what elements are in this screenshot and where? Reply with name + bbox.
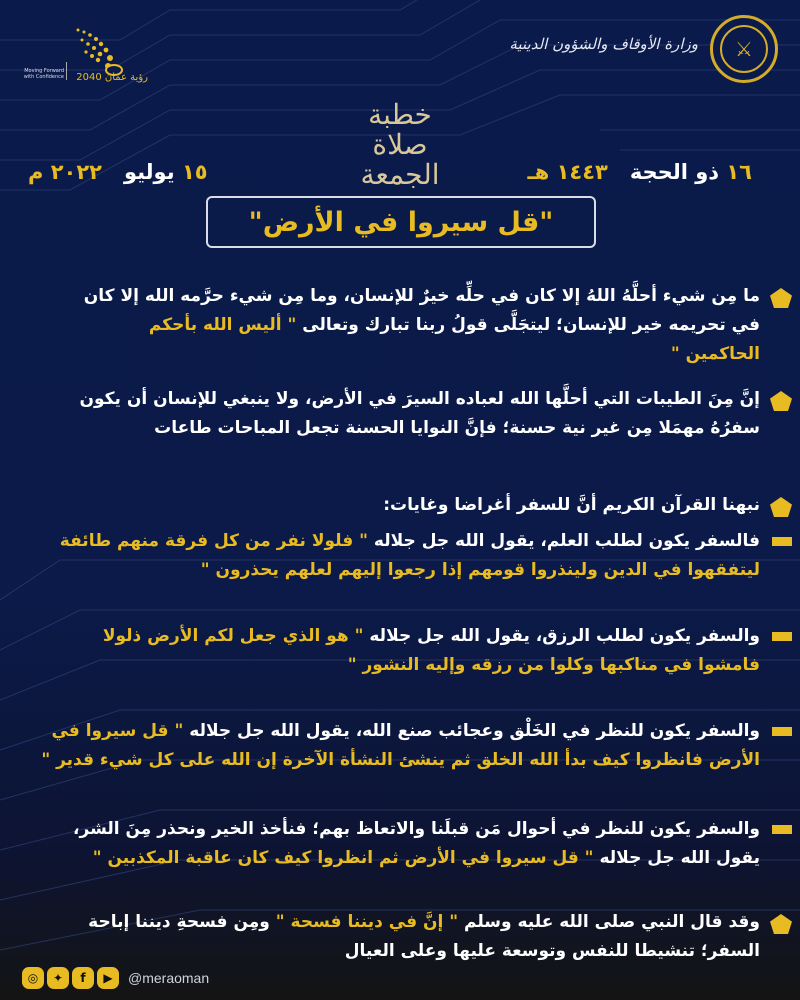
hijri-year: ١٤٤٣ — [556, 160, 608, 184]
bar-bullet-icon — [772, 632, 792, 641]
ministry-name: وزارة الأوقاف والشؤون الدينية — [509, 35, 698, 53]
greg-month: يوليو — [123, 160, 175, 184]
paragraph-1 — [70, 282, 760, 369]
sub-point-livelihood — [38, 622, 760, 680]
quran-quote: " قل سيروا في الأرض فانظروا كيف بدأ الله الخلق ثم ينشئ النشأة الآخرة إن الله على كل شيء قدير " — [41, 721, 760, 770]
paragraph-text: ومِن فسحةِ ديننا إباحة السفر؛ تنشيطا للنفس وتوسعة عليها وعلى العيال — [88, 912, 760, 961]
paragraph-2 — [70, 385, 760, 443]
paragraph-text: إنَّ مِنَ الطيبات التي أحلَّها الله لعباده السيرَ في الأرض، ولا ينبغي للإنسان أن يكون سفرُهُ مهمَلا مِن غير نية حسنة؛ فإنَّ النوايا الحسنة تجعل المباحات طاعات — [79, 389, 760, 438]
instagram-icon[interactable]: ◎ — [22, 967, 44, 989]
facebook-icon[interactable]: f — [72, 967, 94, 989]
oman-vision-2040-logo — [18, 20, 148, 90]
quran-quote: " هو الذي جعل لكم الأرض ذلولا فامشوا في مناكبها وكلوا من رزقه وإليه النشور " — [102, 626, 760, 675]
calligraphy-line: صلاة — [372, 128, 428, 161]
sub-point-text: فالسفر يكون لطلب العلم، يقول الله جل جلاله — [368, 531, 760, 551]
sub-point-lessons — [38, 815, 760, 873]
bar-bullet-icon — [772, 727, 792, 736]
quran-quote: " قل سيروا في الأرض ثم انظروا كيف كان عاقبة المكذبين " — [92, 848, 594, 868]
bar-bullet-icon — [772, 537, 792, 546]
greg-day: ١٥ — [181, 160, 208, 184]
hijri-month: ذو الحجة — [629, 160, 720, 184]
svg-text:with Confidence: with Confidence — [23, 74, 64, 80]
gregorian-date — [28, 160, 208, 184]
paragraph-text: وقد قال النبي صلى الله عليه وسلم — [458, 912, 760, 932]
quran-quote: " فلولا نفر من كل فرقة منهم طائفة ليتفقهوا في الدين ولينذروا قومهم إذا رجعوا إليهم لعلهم يحذرون " — [59, 531, 760, 580]
sub-point-text: والسفر يكون لطلب الرزق، يقول الله جل جلاله — [363, 626, 760, 646]
calligraphy-line: الجمعة — [360, 158, 440, 191]
twitter-icon[interactable]: ✦ — [47, 967, 69, 989]
svg-text:Moving Forward: Moving Forward — [24, 68, 64, 74]
calligraphy-line: خطبة — [368, 98, 432, 131]
svg-text:رؤية عمان 2040: رؤية عمان 2040 — [76, 72, 148, 83]
friday-sermon-calligraphy — [320, 100, 480, 190]
hadith-quote: " إنَّ في ديننا فسحة " — [275, 912, 459, 932]
paragraph-4 — [70, 908, 760, 966]
bar-bullet-icon — [772, 825, 792, 834]
ministry-emblem-logo — [710, 15, 778, 83]
sub-point-text: والسفر يكون للنظر في أحوال مَن قبلَنا والاتعاظ بهم؛ فنأخذ الخير ونحذر مِنَ الشر، يقول الله جل جلاله — [73, 819, 760, 868]
paragraph-3 — [70, 491, 760, 520]
sermon-title-box — [206, 196, 596, 248]
greg-suffix: م — [28, 160, 44, 184]
hijri-day: ١٦ — [726, 160, 752, 184]
sub-point-knowledge — [38, 527, 760, 585]
sub-point-creation — [38, 717, 760, 775]
sub-point-text: والسفر يكون للنظر في الخَلْق وعجائب صنع الله، يقول الله جل جلاله — [183, 721, 760, 741]
paragraph-text: ما مِن شيء أحلَّهُ اللهُ إلا كان في حلِّه خيرٌ للإنسان، وما مِن شيء حرَّمه الله إلا كان في تحريمه خير للإنسان؛ ليتجَلَّى قولُ ربنا تبارك وتعالى — [83, 286, 760, 335]
sermon-title: "قل سيروا في الأرض" — [248, 206, 554, 238]
greg-year: ٢٠٢٢ — [50, 160, 102, 184]
quran-quote: " أليس الله بأحكم الحاكمين " — [148, 315, 760, 364]
khanjar-emblem-icon: ⚔ — [720, 25, 768, 73]
youtube-icon[interactable]: ▶ — [97, 967, 119, 989]
social-handle[interactable]: @meraoman — [128, 970, 210, 986]
social-links — [22, 967, 209, 989]
hijri-date — [528, 160, 752, 184]
hijri-suffix: هـ — [527, 160, 550, 184]
paragraph-text: نبهنا القرآن الكريم أنَّ للسفر أغراضا وغايات: — [383, 495, 760, 515]
